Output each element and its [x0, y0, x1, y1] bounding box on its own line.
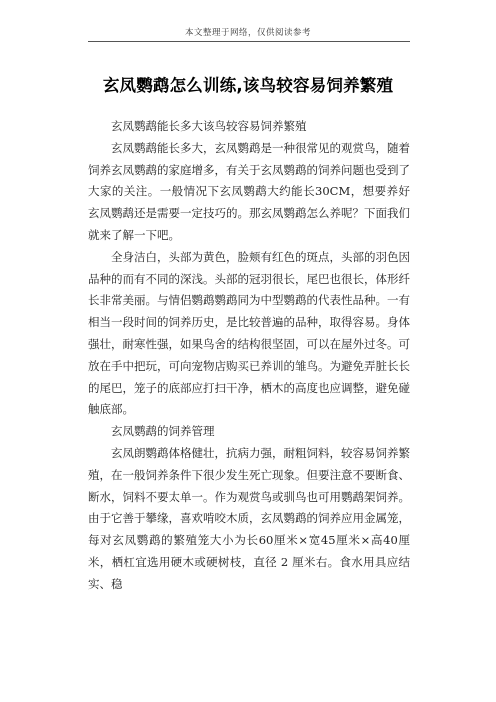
header-divider: [88, 41, 410, 42]
document-body: [88, 116, 410, 596]
paragraph-intro: 玄凤鹦鹉能长多大，玄凤鹦鹉是一种很常见的观赏鸟，随着饲养玄凤鹦鹉的家庭增多，有关于玄凤鹦鹉的饲养问题也受到了大家的关注。一般情况下玄凤鹦鹉大约能长30CM，想要养好玄凤鹦鹉还是需要一定技巧的。那玄凤鹦鹉怎么养呢？下面我们就来了解一下吧。: [88, 140, 410, 242]
paragraph-section-heading: 玄凤鹦鹉的饲养管理: [111, 424, 215, 439]
document-title: 玄凤鹦鹉怎么训练,该鸟较容易饲养繁殖: [102, 76, 394, 95]
paragraph-care: 玄凤朗鹦鹉体格健壮，抗病力强，耐粗饲料，较容易饲养繁殖，在一般饲养条件下很少发生死亡现象。但要注意不要断食、断水，饲料不要太单一。作为观赏鸟或驯鸟也可用鹦鹉架饲养。由于它善于攀缘，喜欢啃咬木质，玄凤鹦鹉的饲养应用金属笼，每对玄凤鹦鹉的繁殖笼大小为长60厘米×宽45厘米×高40厘米，栖杠宜选用硬木或硬树枝，直径 2 厘米右。食水用具应结实、稳: [88, 445, 410, 591]
paragraph-appearance: 全身洁白，头部为黄色，脸颊有红色的斑点，头部的羽色因品种的而有不同的深浅。头部的冠羽很长，尾巴也很长，体形纤长非常美丽。与情侣鹦鹉鹦鹉同为中型鹦鹉的代表性品种。一有相当一段时间的饲养历史，是比较普遍的品种，取得容易。身体强壮，耐寒性强，如果鸟舍的结构很坚固，可以在屋外过冬。可放在手中把玩，可向宠物店购买已养训的雏鸟。为避免弄脏长长的尾巴，笼子的底部应打扫干净，栖木的高度也应调整，避免碰触底部。: [88, 249, 410, 417]
paragraph-subtitle: 玄凤鹦鹉能长多大该鸟较容易饲养繁殖: [111, 119, 307, 133]
header-note: 本文整理于网络，仅供阅读参考: [184, 28, 311, 38]
